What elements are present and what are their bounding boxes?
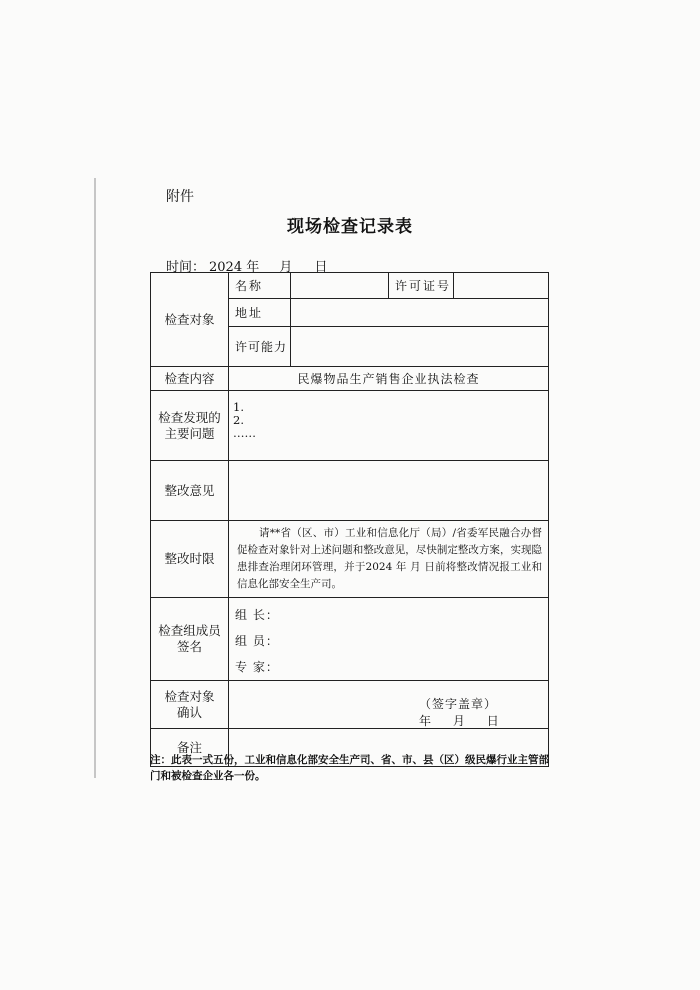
month-field: 月 <box>279 260 293 275</box>
member-label: 组 员： <box>235 634 279 648</box>
address-label: 地址 <box>229 299 291 327</box>
remarks-label: 备注 <box>151 729 229 767</box>
license-no-field[interactable] <box>454 273 549 299</box>
issues-label-line1: 检查发现的 <box>158 409 221 425</box>
confirm-label-line2: 确认 <box>176 704 202 720</box>
rectify-opinion-label: 整改意见 <box>151 461 229 521</box>
confirm-field[interactable] <box>229 681 549 729</box>
issue-item: 2. <box>233 413 244 427</box>
address-field[interactable] <box>291 299 549 327</box>
scan-edge-mark <box>94 178 96 778</box>
capacity-field[interactable] <box>291 327 549 367</box>
confirm-year: 年 <box>419 714 432 728</box>
year-field: 2024 年 <box>209 260 260 275</box>
confirm-day: 日 <box>486 714 499 728</box>
page-title: 现场检查记录表 <box>287 217 413 237</box>
license-no-label: 许可证号 <box>389 273 454 299</box>
day-field: 日 <box>314 260 328 275</box>
name-field[interactable] <box>291 273 389 299</box>
target-label: 检查对象 <box>151 273 229 367</box>
issue-item: 1. <box>233 400 244 414</box>
confirm-date <box>419 712 499 729</box>
inspection-record-table <box>150 272 549 767</box>
rectify-opinion-field[interactable] <box>229 461 549 521</box>
deadline-label: 整改时限 <box>151 521 229 598</box>
confirm-label <box>151 681 229 729</box>
confirm-label-line1: 检查对象 <box>164 688 215 704</box>
leader-label: 组 长： <box>235 608 279 622</box>
name-label: 名称 <box>229 273 291 299</box>
members-label-line1: 检查组成员 <box>158 623 221 638</box>
members-label <box>151 598 229 681</box>
confirm-month: 月 <box>452 714 465 728</box>
issue-item: …… <box>233 426 256 440</box>
content-label: 检查内容 <box>151 367 229 391</box>
attachment-label: 附件 <box>166 189 194 205</box>
capacity-label: 许可能力 <box>229 327 291 367</box>
issues-label-line2: 主要问题 <box>164 425 215 441</box>
time-label: 时间： <box>166 260 206 275</box>
members-label-line2: 签名 <box>176 639 202 654</box>
issues-label <box>151 391 229 461</box>
stamp-label: （签字盖章） <box>419 697 498 711</box>
expert-label: 专 家： <box>235 660 279 674</box>
footnote: 注：此表一式五份，工业和信息化部安全生产司、省、市、县（区）级民爆行业主管部门和被检查企业各一份。 <box>150 754 549 782</box>
content-value: 民爆物品生产销售企业执法检查 <box>229 367 549 391</box>
deadline-text: 请**省（区、市）工业和信息化厅（局）/省委军民融合办督促检查对象针对上述问题和整改意见，尽快制定整改方案，实现隐患排查治理闭环管理，并于2024 年 月 日前将整改情况报工业和信息化部安全生产司。 <box>229 521 549 598</box>
members-field[interactable] <box>229 598 549 681</box>
issues-field[interactable] <box>229 391 549 461</box>
